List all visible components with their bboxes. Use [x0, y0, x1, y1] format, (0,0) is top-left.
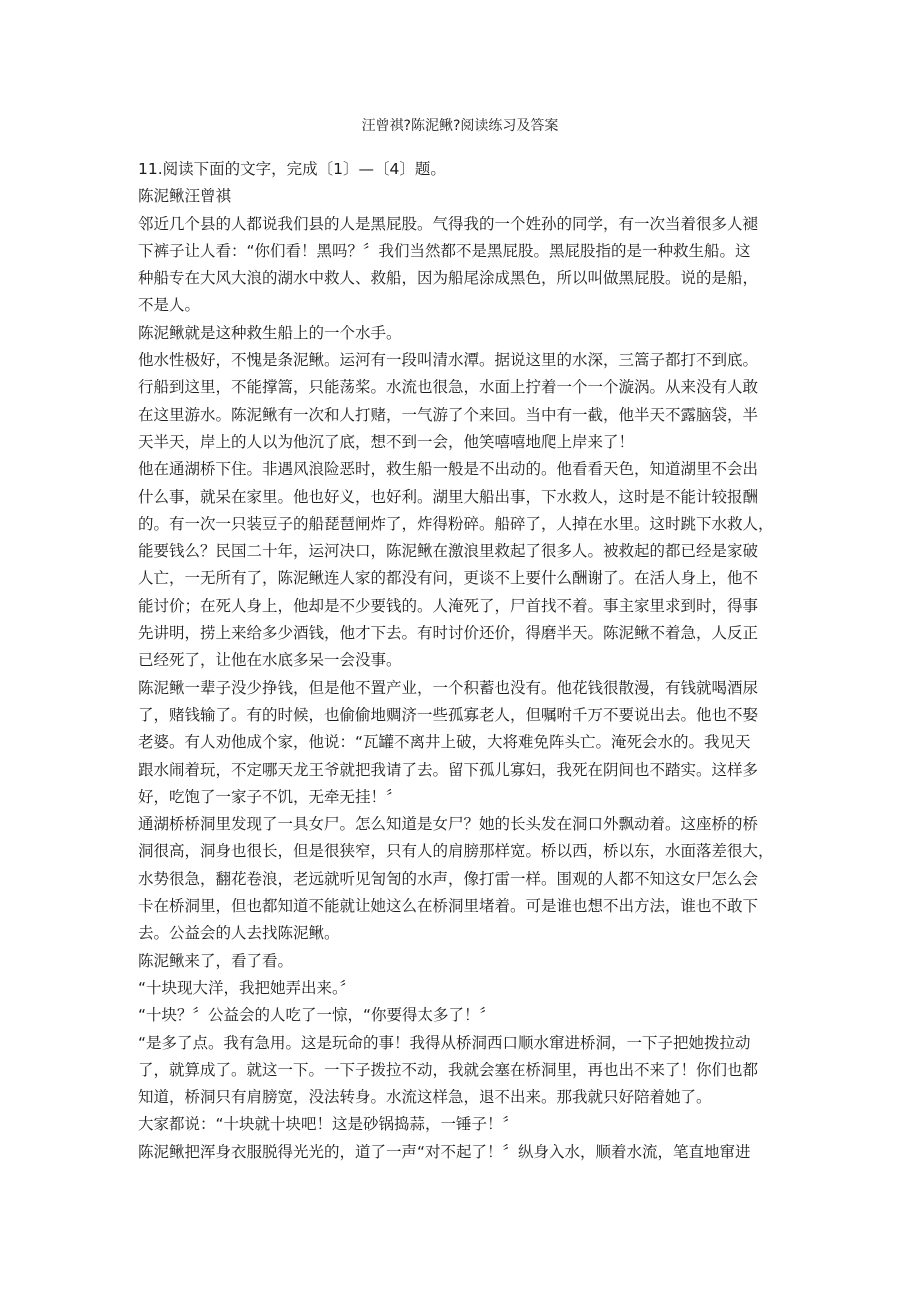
text-line: 人亡，一无所有了，陈泥鳅连人家的都没有问，更谈不上要什么酬谢了。在活人身上，他不	[138, 569, 759, 588]
text-line: 陈泥鳅来了，看了看。	[138, 951, 294, 970]
text-line: 能要钱么？民国二十年，运河决口，陈泥鳅在激浪里救起了很多人。被救起的都已经是家破	[138, 542, 759, 561]
text-line: “十块现大洋，我把她弄出来。〞	[138, 978, 356, 997]
text-line: “是多了点。我有急用。这是玩命的事！我得从桥洞西口顺水窜进桥洞，一下子把她拨拉动	[138, 1033, 751, 1052]
text-line: 去。公益会的人去找陈泥鳅。	[138, 924, 340, 943]
text-line: 通湖桥桥洞里发现了一具女尸。怎么知道是女尸？她的长头发在洞口外飘动着。这座桥的桥	[138, 815, 759, 834]
text-line: 的。有一次一只装豆子的船琵琶闸炸了，炸得粉碎。船碎了，人掉在水里。这时跳下水救人，	[138, 514, 774, 533]
text-line: 知道，桥洞只有肩膀宽，没法转身。水流这样急，退不出来。那我就只好陪着她了。	[138, 1088, 712, 1107]
text-line: 什么事，就呆在家里。他也好义，也好利。湖里大船出事，下水救人，这时是不能计较报酬	[138, 487, 759, 506]
text-line: 种船专在大风大浪的湖水中救人、救船，因为船尾涂成黑色，所以叫做黑屁股。说的是船，	[138, 269, 759, 288]
text-line: 陈泥鳅把浑身衣服脱得光光的，道了一声“对不起了！〞纵身入水，顺着水流，笔直地窜进	[138, 1142, 751, 1161]
document-title: 汪曾祺?陈泥鳅?阅读练习及答案	[361, 118, 559, 134]
text-line: 水势很急，翻花卷浪，老远就听见訇訇的水声，像打雷一样。围观的人都不知这女尸怎么会	[138, 869, 759, 888]
text-line: 洞很高，洞身也很长，但是很狭窄，只有人的肩膀那样宽。桥以西，桥以东，水面落差很大，	[138, 842, 774, 861]
text-line: 了，赌钱输了。有的时候，也偷偷地赒济一些孤寡老人，但嘱咐千万不要说出去。他也不娶	[138, 705, 759, 724]
text-line: 陈泥鳅汪曾祺	[138, 187, 232, 206]
text-line: 陈泥鳅一辈子没少挣钱，但是他不置产业，一个积蓄也没有。他花钱很散漫，有钱就喝酒尿	[138, 678, 759, 697]
text-line: 天半天，岸上的人以为他沉了底，想不到一会，他笑嘻嘻地爬上岸来了！	[138, 432, 635, 451]
text-line: 他在通湖桥下住。非遇风浪险恶时，救生船一般是不出动的。他看看天色，知道湖里不会出	[138, 460, 759, 479]
text-line: 好，吃饱了一家子不饥，无牵无挂！〞	[138, 787, 402, 806]
text-line: 卡在桥洞里，但也都知道不能就让她这么在桥洞里堵着。可是谁也想不出方法，谁也不敢下	[138, 897, 759, 916]
text-line: 下裤子让人看：“你们看！黑吗？〞我们当然都不是黑屁股。黑屁股指的是一种救生船。这	[138, 241, 751, 260]
text-line: 了，就算成了。就这一下。一下子拨拉不动，我就会塞在桥洞里，再也出不来了！你们也都	[138, 1060, 759, 1079]
text-line: 先讲明，捞上来给多少酒钱，他才下去。有时讨价还价，得磨半天。陈泥鳅不着急，人反正	[138, 624, 759, 643]
text-line: 邻近几个县的人都说我们县的人是黑屁股。气得我的一个姓孙的同学，有一次当着很多人褪	[138, 214, 759, 233]
text-line: 大家都说：“十块就十块吧！这是砂锅捣蒜，一锤子！〞	[138, 1115, 519, 1134]
text-line: 已经死了，让他在水底多呆一会没事。	[138, 651, 402, 670]
text-line: 他水性极好，不愧是条泥鳅。运河有一段叫清水潭。据说这里的水深，三篙子都打不到底。	[138, 351, 759, 370]
text-line: 11.阅读下面的文字，完成〔1〕—〔4〕题。	[138, 160, 446, 178]
text-line: 在这里游水。陈泥鳅有一次和人打赌，一气游了个来回。当中有一截，他半天不露脑袋，半	[138, 405, 759, 424]
text-line: 能讨价；在死人身上，他却是不少要钱的。人淹死了，尸首找不着。事主家里求到时，得事	[138, 596, 759, 615]
text-line: 行船到这里，不能撑篙，只能荡桨。水流也很急，水面上拧着一个一个漩涡。从来没有人敢	[138, 378, 759, 397]
text-line: 老婆。有人劝他成个家，他说：“瓦罐不离井上破，大将难免阵头亡。淹死会水的。我见天	[138, 733, 751, 752]
text-line: 不是人。	[138, 296, 201, 315]
text-line: 陈泥鳅就是这种救生船上的一个水手。	[138, 323, 402, 342]
text-line: “十块？〞公益会的人吃了一惊，“你要得太多了！〞	[138, 1006, 496, 1025]
document-body	[138, 156, 792, 1166]
text-line: 跟水闹着玩，不定哪天龙王爷就把我请了去。留下孤儿寡妇，我死在阴间也不踏实。这样多	[138, 760, 759, 779]
